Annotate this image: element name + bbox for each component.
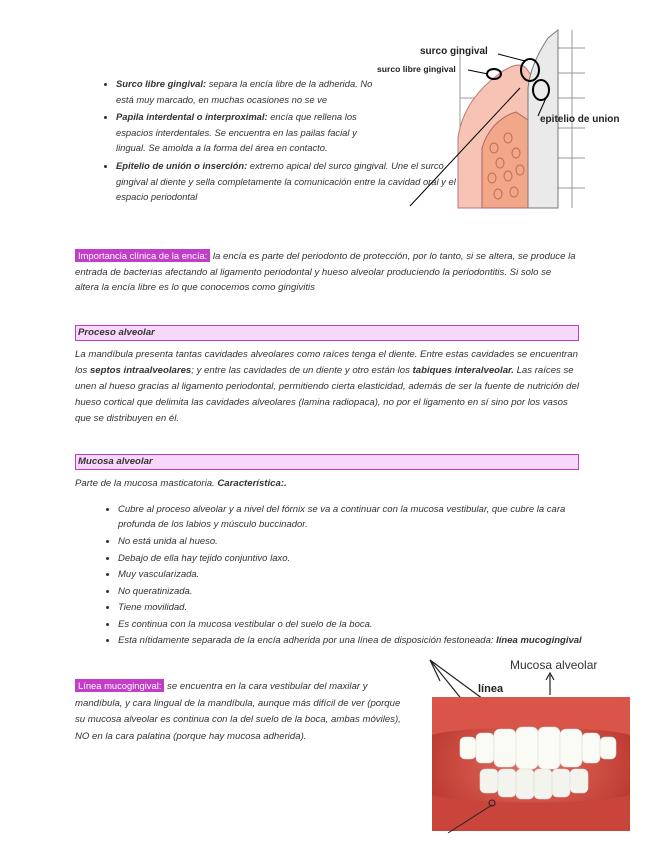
linea-label: Línea mucogingival:: [75, 679, 164, 692]
list-item: • Epitelio de unión o inserción: extremo apical del surco gingival. Une el surco gingival al diente y sella completamente la comunicación entre la cavidad oral y el espacio periodontal: [116, 158, 476, 205]
list-item: • Es continua con la mucosa vestibular o del suelo de la boca.: [118, 617, 598, 634]
importancia-paragraph: Importancia clínica de la encía: la encía es parte del periodonto de protección, por lo tanto, si se altera, se produce la entrada de bacterias afectando al ligamento periodontal y hueso alveolar produciendo la periodontitis. Si solo se altera la encía libre es lo que conocemos como gingivitis: [75, 250, 576, 293]
list-item: • Muy vascularizada.: [118, 567, 598, 584]
mucosa-characteristics-list: [96, 502, 598, 650]
list-item: • Debajo de ella hay tejido conjuntivo laxo.: [118, 551, 598, 568]
importancia-label: Importancia clínica de la encía:: [75, 249, 210, 262]
list-item: • No queratinizada.: [118, 584, 598, 601]
label-surco-libre-gingival: surco libre gingival: [377, 64, 456, 74]
list-item: • Papila interdental o interproximal: encía que rellena los espacios interdentales. Se encuentra en las pailas facial y lingual. Se amolda a la forma del área en contacto.: [116, 109, 378, 156]
linea-photo-label: línea: [478, 683, 504, 695]
list-item: • Esta nítidamente separada de la encía adherida por una línea de disposición festoneada: línea mucogingival: [118, 633, 598, 648]
label-epitelio-de-union: epitelio de union: [540, 114, 620, 125]
section-header-proceso: Proceso alveolar: [75, 325, 579, 341]
label-surco-gingival: surco gingival: [420, 46, 488, 57]
list-item: • No está unida al hueso.: [118, 534, 598, 551]
section-header-mucosa: Mucosa alveolar: [75, 454, 579, 470]
list-item: • Tiene movilidad.: [118, 600, 598, 617]
proceso-paragraph: La mandíbula presenta tantas cavidades alveolares como raíces tenga el diente. Entre estas cavidades se encuentran los septos intraalveolares; y entre las cavidades de un diente y otro están los tabiques interalveolar. Las raíces se unen al hueso gracias al ligamento periodontal, permitiendo cierta elasticidad, además de ser la fuente de nutrición del hueso cortical que delimita las cavidades alveolares (lamina radiopaca), no por el ligamento en sí sino por los vasos que se distribuyen en él.: [75, 349, 579, 424]
mucosa-intro: Parte de la mucosa masticatoria. Característica:.: [75, 478, 287, 489]
linea-mucogingival-paragraph: Línea mucogingival: se encuentra en la cara vestibular del maxilar y mandíbula, y cara lingual de la mandíbula, aunque más difícil de ver (porque su mucosa alveolar es continua con la del suelo de la boca, ambas móviles), NO en la cara palatina (porque hay mucosa adherida).: [75, 680, 401, 742]
list-item: • Cubre al proceso alveolar y a nivel del fórnix se va a continuar con la mucosa vestibular, que cubre la cara profunda de los labios y músculo buccinador.: [118, 502, 598, 532]
mouth-photo: [420, 655, 632, 835]
mucosa-label: Mucosa alveolar: [510, 658, 598, 672]
gingiva-parts-list: [96, 76, 456, 207]
list-item: • Surco libre gingival: separa la encía libre de la adherida. No está muy marcado, en muchas ocasiones no se ve: [116, 76, 378, 107]
